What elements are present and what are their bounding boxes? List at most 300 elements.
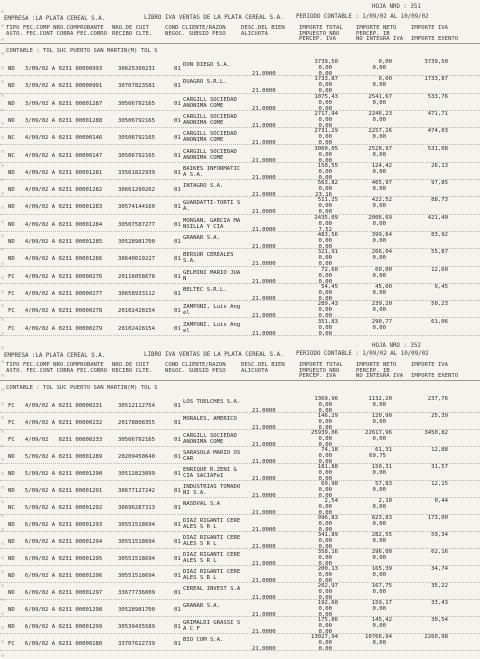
gross-income-perception: 0,00 bbox=[372, 289, 386, 296]
voucher-cell: ND 3/09/02 A 0231 00000993 bbox=[8, 66, 103, 72]
table-row bbox=[0, 128, 480, 145]
table-row bbox=[0, 617, 480, 634]
column-header: PERCEP. IVA bbox=[299, 373, 337, 379]
cuit-cell: 30551518694 bbox=[118, 539, 156, 545]
gross-income-perception: 0,00 bbox=[372, 521, 386, 527]
vat-amount: 421,40 bbox=[427, 214, 448, 221]
column-header: IMPORTE IVA bbox=[411, 25, 449, 31]
column-header: ASTO. FEC.CONT COBRA FEC.COBRO bbox=[6, 31, 108, 37]
customer-name: ALES S R L bbox=[183, 524, 217, 530]
gross-income-perception: 0,00 bbox=[372, 419, 386, 425]
book-title: LIBRO IVA VENTAS DE LA PLATA CEREAL S.A. bbox=[144, 15, 284, 21]
table-row bbox=[0, 413, 480, 430]
cond-cell: 01 bbox=[174, 273, 181, 280]
rate-cell: 21.0000 bbox=[252, 442, 276, 448]
rate-cell: 21.0000 bbox=[252, 209, 276, 216]
net-amount: 2528,97 bbox=[368, 145, 392, 152]
gross-income-perception: 0,00 bbox=[372, 487, 386, 493]
accounting-period: PERIODO CONTABLE : 1/09/02 AL 10/09/02 bbox=[296, 14, 429, 20]
gross-income-perception: 0,00 bbox=[372, 99, 386, 106]
cuit-cell: 30539435589 bbox=[118, 624, 156, 630]
cuit-cell: 33561822939 bbox=[118, 169, 156, 176]
vat-perception: 0,00 bbox=[318, 595, 332, 601]
cuit-cell: 20116058678 bbox=[118, 273, 156, 280]
tax-number: 0,00 bbox=[318, 99, 332, 106]
tax-number: 0,00 bbox=[318, 487, 332, 493]
gross-income-perception: 0,00 bbox=[372, 82, 386, 89]
customer-name: CARGILL SOCIEDAD bbox=[183, 148, 237, 155]
column-header: IMPORTE IVA bbox=[411, 362, 449, 368]
rate-cell: 21.0000 bbox=[252, 629, 276, 635]
total-amount: 200,13 bbox=[317, 566, 338, 572]
column-header: RECIBO CLTE. bbox=[112, 368, 153, 374]
rate-cell: 21.0000 bbox=[252, 561, 276, 567]
customer-name: BELTEC S.R.L. bbox=[183, 286, 227, 293]
vat-amount: 2260,98 bbox=[424, 634, 448, 640]
customer-name: MORALES, AMERICO bbox=[183, 416, 237, 422]
tax-number: 0,00 bbox=[318, 402, 332, 408]
gross-income-perception: 0,00 bbox=[372, 65, 386, 71]
tax-number: 0,00 bbox=[318, 168, 332, 175]
total-amount: 1369,96 bbox=[314, 396, 338, 402]
vat-amount: 31,57 bbox=[431, 464, 448, 470]
vat-amount: 35,22 bbox=[431, 583, 448, 589]
cuit-cell: 30506792165 bbox=[118, 152, 156, 159]
cond-cell: 01 bbox=[174, 187, 181, 194]
vat-perception: 0,00 bbox=[318, 612, 332, 618]
cuit-cell: 30506792165 bbox=[118, 117, 156, 124]
voucher-cell: FC 4/09/02 0231 00000233 bbox=[8, 437, 103, 443]
tax-number: 0,00 bbox=[318, 186, 332, 193]
vat-amount: 12,60 bbox=[431, 266, 448, 273]
company-name: EMPRESA :LA PLATA CEREAL S.A. bbox=[4, 16, 106, 22]
cuit-cell: 33707622739 bbox=[118, 641, 156, 647]
cuit-cell: 30661290262 bbox=[118, 187, 156, 194]
vat-amount: 3739,50 bbox=[424, 59, 448, 65]
table-row bbox=[0, 76, 480, 93]
table-row bbox=[0, 583, 480, 600]
customer-name: CEREAL INVEST S.A bbox=[183, 586, 241, 592]
total-amount: 351,83 bbox=[317, 318, 338, 325]
gross-income-perception: 0,00 bbox=[372, 307, 386, 314]
vat-perception: 23,16 bbox=[315, 192, 332, 199]
total-amount: 181,88 bbox=[317, 464, 338, 470]
table-row bbox=[0, 515, 480, 532]
table-row bbox=[0, 566, 480, 583]
cond-cell: 01 bbox=[174, 573, 181, 579]
net-amount: 10766,94 bbox=[365, 634, 392, 640]
customer-name: CARGILL SOCIEDAD bbox=[183, 131, 237, 138]
customer-name: BERSUR CEREALES bbox=[183, 252, 234, 259]
cond-cell: 01 bbox=[174, 100, 181, 107]
customer-name: CIA SACIAFeI bbox=[183, 473, 224, 479]
cuit-cell: 30696287313 bbox=[118, 505, 156, 511]
rate-cell: 21.0000 bbox=[252, 244, 276, 250]
vat-perception: 0,00 bbox=[318, 476, 332, 482]
vat-perception: 0,00 bbox=[318, 295, 332, 302]
customer-name: DIAZ RIGANTI CERE bbox=[183, 535, 241, 541]
rate-cell: 21.0000 bbox=[252, 459, 276, 465]
cond-cell: 01 bbox=[174, 325, 181, 332]
column-header: ALICUOTA bbox=[241, 368, 268, 374]
vat-amount: 97,85 bbox=[431, 180, 448, 187]
gross-income-perception: 0,00 bbox=[372, 203, 386, 210]
voucher-cell: ND 6/09/02 A 0231 00001296 bbox=[8, 573, 103, 579]
vat-perception: 0,00 bbox=[318, 174, 332, 181]
cond-cell: 01 bbox=[174, 83, 181, 90]
cond-cell: 01 bbox=[174, 66, 181, 72]
customer-name: ANONIMA COME bbox=[183, 137, 224, 144]
gross-income-perception: 0,00 bbox=[372, 324, 386, 331]
customer-name: CARGILL SOCIEDAD bbox=[183, 113, 237, 120]
table-row bbox=[0, 498, 480, 515]
cond-cell: 01 bbox=[174, 590, 181, 596]
tax-number: 0,00 bbox=[318, 151, 332, 158]
net-amount: 422,52 bbox=[371, 197, 392, 204]
cond-cell: 01 bbox=[174, 403, 181, 409]
total-amount: 25939,06 bbox=[311, 430, 338, 436]
gross-income-perception: 0,00 bbox=[372, 116, 386, 123]
voucher-cell: FC 4/09/02 A 0231 00000279 bbox=[8, 325, 103, 332]
net-amount: 22617,96 bbox=[365, 430, 392, 436]
rate-cell: 21.0000 bbox=[252, 527, 276, 533]
table-row bbox=[0, 430, 480, 447]
customer-name: A C F bbox=[183, 626, 200, 632]
voucher-cell: ND 4/09/02 A 0231 00001284 bbox=[8, 221, 103, 228]
vat-amount: 88,73 bbox=[431, 197, 448, 204]
table-row bbox=[0, 215, 480, 232]
cuit-cell: 30625390231 bbox=[118, 66, 156, 72]
gross-income-perception: 0,00 bbox=[372, 151, 386, 158]
customer-name: ANONIMA COME bbox=[183, 439, 224, 445]
cuit-cell: 30528981700 bbox=[118, 607, 156, 613]
tax-number: 0,00 bbox=[318, 504, 332, 510]
gross-income-perception: 0,00 bbox=[372, 623, 386, 629]
tax-number: 0,00 bbox=[318, 238, 332, 244]
customer-name: CAR bbox=[183, 456, 194, 462]
vat-perception: 0,00 bbox=[318, 313, 332, 320]
voucher-cell: ND 4/09/02 A 0231 00001283 bbox=[8, 204, 103, 211]
column-header: IMPORTE NETO bbox=[356, 362, 397, 368]
vat-perception: 0,00 bbox=[318, 425, 332, 431]
total-amount: 13027,94 bbox=[311, 634, 338, 640]
row-separator bbox=[0, 650, 480, 651]
cond-cell: 01 bbox=[174, 221, 181, 228]
tax-number: 0,00 bbox=[318, 589, 332, 595]
gross-income-perception: 0,00 bbox=[372, 640, 386, 646]
cond-cell: 01 bbox=[174, 556, 181, 562]
customer-name: DON DIEGO S.A. bbox=[183, 62, 231, 68]
table-row bbox=[0, 146, 480, 163]
vat-amount: 50,23 bbox=[431, 301, 448, 308]
column-header: DESC.DEL BIEN bbox=[241, 362, 285, 368]
accounting-period: PERIODO CONTABLE : 1/09/02 AL 10/09/02 bbox=[296, 351, 429, 357]
table-row bbox=[0, 180, 480, 197]
customer-name: ALES S R L bbox=[183, 575, 217, 581]
vat-amount: 474,03 bbox=[427, 128, 448, 135]
column-header: NO INTEGRA IVA bbox=[356, 373, 404, 379]
vat-perception: 0,00 bbox=[318, 122, 332, 129]
total-amount: 1075,43 bbox=[314, 93, 338, 100]
net-amount: 0,00 bbox=[378, 76, 392, 83]
branch-line: CONTABLE : TOL SUC PUERTO SAN MARTIN(M) TOL S bbox=[6, 385, 158, 391]
total-amount: 69,98 bbox=[321, 481, 338, 487]
vat-amount: 0,44 bbox=[434, 498, 448, 504]
rate-cell: 21.0000 bbox=[252, 612, 276, 618]
net-amount: 60,00 bbox=[375, 266, 392, 273]
vat-perception: 0,00 bbox=[318, 330, 332, 337]
net-amount: 399,64 bbox=[371, 232, 392, 238]
rate-cell: 21.0000 bbox=[252, 646, 276, 652]
gross-income-perception: 0,00 bbox=[372, 504, 386, 510]
rate-cell: 21.0000 bbox=[252, 226, 276, 233]
vat-amount: 3450,82 bbox=[424, 430, 448, 436]
total-amount: 2,54 bbox=[324, 498, 338, 504]
voucher-cell: ND 4/09/02 A 0231 00001285 bbox=[8, 239, 103, 245]
cuit-cell: 30512823099 bbox=[118, 471, 156, 477]
customer-name: S.A. bbox=[183, 258, 197, 265]
net-amount: 45,00 bbox=[375, 283, 392, 290]
customer-name: ANONIMA COME bbox=[183, 119, 224, 126]
total-amount: 175,86 bbox=[317, 617, 338, 623]
column-header: RECIBO CLTE. bbox=[112, 31, 153, 37]
vat-amount: 55,87 bbox=[431, 249, 448, 256]
tax-number: 0,00 bbox=[318, 134, 332, 141]
customer-name: INDUSTRIAS TOMADO bbox=[183, 484, 241, 490]
customer-name: GRANAR S.A. bbox=[183, 235, 221, 241]
vat-perception: 0,00 bbox=[318, 578, 332, 584]
cuit-cell: 30506792165 bbox=[118, 135, 156, 142]
vat-amount: 12,88 bbox=[431, 447, 448, 453]
customer-name: BIO COM S.A. bbox=[183, 637, 224, 643]
cuit-cell: 30528981700 bbox=[118, 239, 156, 245]
rate-cell: 21.0000 bbox=[252, 192, 276, 199]
cuit-cell: 30677127242 bbox=[118, 488, 156, 494]
gross-income-perception: 0,00 bbox=[372, 589, 386, 595]
table-row bbox=[0, 532, 480, 549]
table-row bbox=[0, 197, 480, 214]
voucher-cell: NC 4/09/02 A 0231 00000146 bbox=[8, 135, 103, 142]
customer-name: CARGILL SOCIEDAD bbox=[183, 96, 237, 103]
vat-amount: 34,74 bbox=[431, 566, 448, 572]
rate-cell: 21.0000 bbox=[252, 105, 276, 112]
rate-cell: 21.0000 bbox=[252, 88, 276, 95]
vat-amount: 237,76 bbox=[427, 396, 448, 402]
customer-name: NI S.A. bbox=[183, 490, 207, 496]
column-header: NRO.DE CUIT bbox=[112, 25, 150, 31]
vat-amount: 33,43 bbox=[431, 600, 448, 606]
voucher-cell: ND 6/09/02 A 0231 00001293 bbox=[8, 522, 103, 528]
table-row bbox=[0, 94, 480, 111]
gross-income-perception: 0,00 bbox=[372, 272, 386, 279]
column-header: DESC.DEL BIEN bbox=[241, 25, 285, 31]
tax-number: 0,00 bbox=[318, 640, 332, 646]
cuit-cell: 30707823581 bbox=[118, 83, 156, 90]
customer-name: ALES S R L bbox=[183, 558, 217, 564]
voucher-cell: ND 6/09/02 A 0231 00001298 bbox=[8, 607, 103, 613]
voucher-cell: NC 4/09/02 A 0231 00000147 bbox=[8, 152, 103, 159]
voucher-cell: FC 4/09/02 A 0231 00000277 bbox=[8, 290, 103, 297]
net-amount: 239,20 bbox=[371, 301, 392, 308]
vat-amount: 25,39 bbox=[431, 413, 448, 419]
column-header: ALICUOTA bbox=[241, 31, 268, 37]
tax-number: 0,00 bbox=[318, 521, 332, 527]
rate-cell: 21.0000 bbox=[252, 313, 276, 320]
cond-cell: 01 bbox=[174, 256, 181, 263]
column-header: PERCEP. IB bbox=[356, 31, 390, 37]
vat-perception: 0,00 bbox=[318, 244, 332, 250]
rate-cell: 21.0000 bbox=[252, 408, 276, 414]
net-amount: 159,17 bbox=[371, 600, 392, 606]
voucher-cell: ND 5/09/02 A 0231 00001290 bbox=[8, 471, 103, 477]
tax-number: 0,00 bbox=[318, 324, 332, 331]
net-amount: 2246,23 bbox=[368, 110, 392, 117]
column-header: IMPORTE NETO bbox=[356, 25, 397, 31]
rate-cell: 21.0000 bbox=[252, 544, 276, 550]
vat-perception: 0,00 bbox=[318, 629, 332, 635]
total-amount: 341,89 bbox=[317, 532, 338, 538]
voucher-cell: ND 3/09/02 A 0231 00000991 bbox=[8, 83, 103, 90]
net-amount: 1132,20 bbox=[368, 396, 392, 402]
tax-number: 0,00 bbox=[318, 606, 332, 612]
customer-name: CARGILL SOCIEDAD bbox=[183, 433, 237, 439]
total-amount: 358,16 bbox=[317, 549, 338, 555]
net-amount: 150,31 bbox=[371, 464, 392, 470]
customer-name: N bbox=[183, 275, 187, 282]
voucher-cell: NC 5/09/02 A 0231 00001292 bbox=[8, 505, 103, 511]
voucher-cell: ND 4/09/02 A 0231 00001282 bbox=[8, 187, 103, 194]
vat-amount: 30,54 bbox=[431, 617, 448, 623]
gross-income-perception: 0,00 bbox=[372, 168, 386, 175]
cuit-cell: 20209450640 bbox=[118, 454, 156, 460]
vat-perception: 0,00 bbox=[318, 408, 332, 414]
customer-name: el bbox=[183, 310, 190, 317]
customer-name: DIAZ RIGANTI CERE bbox=[183, 518, 241, 524]
gross-income-perception: 0,00 bbox=[372, 606, 386, 612]
vat-perception: 0,00 bbox=[318, 527, 332, 533]
gross-income-perception: 0,00 bbox=[372, 436, 386, 442]
rate-cell: 21.0000 bbox=[252, 157, 276, 164]
cond-cell: 01 bbox=[174, 488, 181, 494]
total-amount: 146,29 bbox=[317, 413, 338, 419]
customer-name: DIAZ RIGANTI CERE bbox=[183, 552, 241, 558]
column-header: IMPUESTO NRO bbox=[299, 31, 340, 37]
total-amount: 563,82 bbox=[317, 180, 338, 187]
table-row bbox=[0, 232, 480, 249]
book-title: LIBRO IVA VENTAS DE LA PLATA CEREAL S.A. bbox=[144, 352, 284, 358]
cond-cell: 01 bbox=[174, 169, 181, 176]
cond-cell: 01 bbox=[174, 239, 181, 245]
net-amount: 145,42 bbox=[371, 617, 392, 623]
branch-line: CONTABLE : TOL SUC PUERTO SAN MARTIN(M) TOL S bbox=[6, 48, 158, 54]
column-header: NEGOC. SUBSID PESO bbox=[165, 31, 226, 37]
vat-perception: 0,00 bbox=[318, 261, 332, 268]
cuit-cell: 30640019227 bbox=[118, 256, 156, 263]
vat-perception: 0,00 bbox=[318, 88, 332, 95]
rate-cell: 21.0000 bbox=[252, 71, 276, 77]
voucher-cell: FC 6/09/02 A 0231 00000280 bbox=[8, 641, 103, 647]
total-amount: 2717,94 bbox=[314, 110, 338, 117]
column-header: COND CLIENTE/RAZON bbox=[165, 362, 226, 368]
net-amount: 0,00 bbox=[378, 59, 392, 65]
voucher-cell: ND 6/09/02 A 0231 00001294 bbox=[8, 539, 103, 545]
total-amount: 54,45 bbox=[321, 283, 338, 290]
voucher-cell: ND 4/09/02 A 0231 00001281 bbox=[8, 169, 103, 176]
column-header: PERCEP. IB bbox=[356, 368, 390, 374]
column-header: NRO.DE CUIT bbox=[112, 362, 150, 368]
voucher-cell: FC 4/09/02 A 0231 00000231 bbox=[8, 403, 103, 409]
gross-income-perception: 0,00 bbox=[372, 134, 386, 141]
total-amount: 483,56 bbox=[317, 232, 338, 238]
customer-name: A S.A. bbox=[183, 171, 204, 178]
column-header: TIPO FEC.COMP NRO.COMPROBANTE bbox=[6, 25, 104, 31]
column-header: IMPORTE TOTAL bbox=[299, 362, 343, 368]
cuit-cell: 30574144160 bbox=[118, 204, 156, 211]
cond-cell: 01 bbox=[174, 641, 181, 647]
cuit-cell: 30507587277 bbox=[118, 221, 156, 228]
vat-amount: 1733,87 bbox=[424, 76, 448, 83]
net-amount: 296,00 bbox=[371, 549, 392, 555]
vat-amount: 531,08 bbox=[427, 145, 448, 152]
rate-cell: 21.0000 bbox=[252, 278, 276, 285]
total-amount: 289,43 bbox=[317, 301, 338, 308]
customer-name: NSILLA Y CIA bbox=[183, 223, 224, 230]
vat-amount: 9,45 bbox=[434, 283, 448, 290]
rate-cell: 21.0000 bbox=[252, 174, 276, 181]
cuit-cell: 30551518694 bbox=[118, 522, 156, 528]
header-rule bbox=[0, 43, 480, 44]
table-row bbox=[0, 249, 480, 266]
net-amount: 266,04 bbox=[371, 249, 392, 256]
customer-name: ENRIQUE R.ZENI & bbox=[183, 467, 237, 473]
net-amount: 57,83 bbox=[375, 481, 392, 487]
total-amount: 192,60 bbox=[317, 600, 338, 606]
column-header: PERCEP. IVA bbox=[299, 36, 337, 42]
cond-cell: 01 bbox=[174, 505, 181, 511]
vat-amount: 83,92 bbox=[431, 232, 448, 238]
tax-number: 0,00 bbox=[318, 453, 332, 459]
vat-perception: 0,00 bbox=[318, 71, 332, 77]
tax-number: 0,00 bbox=[318, 82, 332, 89]
cuit-cell: 30551518694 bbox=[118, 556, 156, 562]
column-header: COND CLIENTE/RAZON bbox=[165, 25, 226, 31]
voucher-cell: ND 6/09/02 A 0231 00001297 bbox=[8, 590, 103, 596]
voucher-cell: ND 5/09/02 A 0231 00001289 bbox=[8, 454, 103, 460]
cond-cell: 01 bbox=[174, 117, 181, 124]
customer-name: GELMINI MARIO JUA bbox=[183, 269, 241, 276]
net-amount: 120,90 bbox=[371, 413, 392, 419]
column-header: IMPORTE TOTAL bbox=[299, 25, 343, 31]
cond-cell: 01 bbox=[174, 420, 181, 426]
rate-cell: 21.0000 bbox=[252, 295, 276, 302]
tax-number: 0,00 bbox=[318, 436, 332, 442]
table-row bbox=[0, 481, 480, 498]
table-row bbox=[0, 301, 480, 318]
company-name: EMPRESA :LA PLATA CEREAL S.A. bbox=[4, 353, 106, 359]
table-row bbox=[0, 59, 480, 76]
customer-name: DIAZ RIGANTI CERE bbox=[183, 569, 241, 575]
rate-cell: 21.0000 bbox=[252, 122, 276, 129]
customer-name: SARASOLA MARIO OS bbox=[183, 450, 241, 456]
total-amount: 2435,09 bbox=[314, 214, 338, 221]
voucher-cell: FC 4/09/02 A 0231 00000232 bbox=[8, 420, 103, 426]
total-amount: 150,55 bbox=[317, 162, 338, 169]
net-amount: 2257,26 bbox=[368, 128, 392, 135]
cond-cell: 01 bbox=[174, 437, 181, 443]
rate-cell: 21.0000 bbox=[252, 595, 276, 601]
column-header: NEGOC. SUBSID PESO bbox=[165, 368, 226, 374]
table-row bbox=[0, 163, 480, 180]
